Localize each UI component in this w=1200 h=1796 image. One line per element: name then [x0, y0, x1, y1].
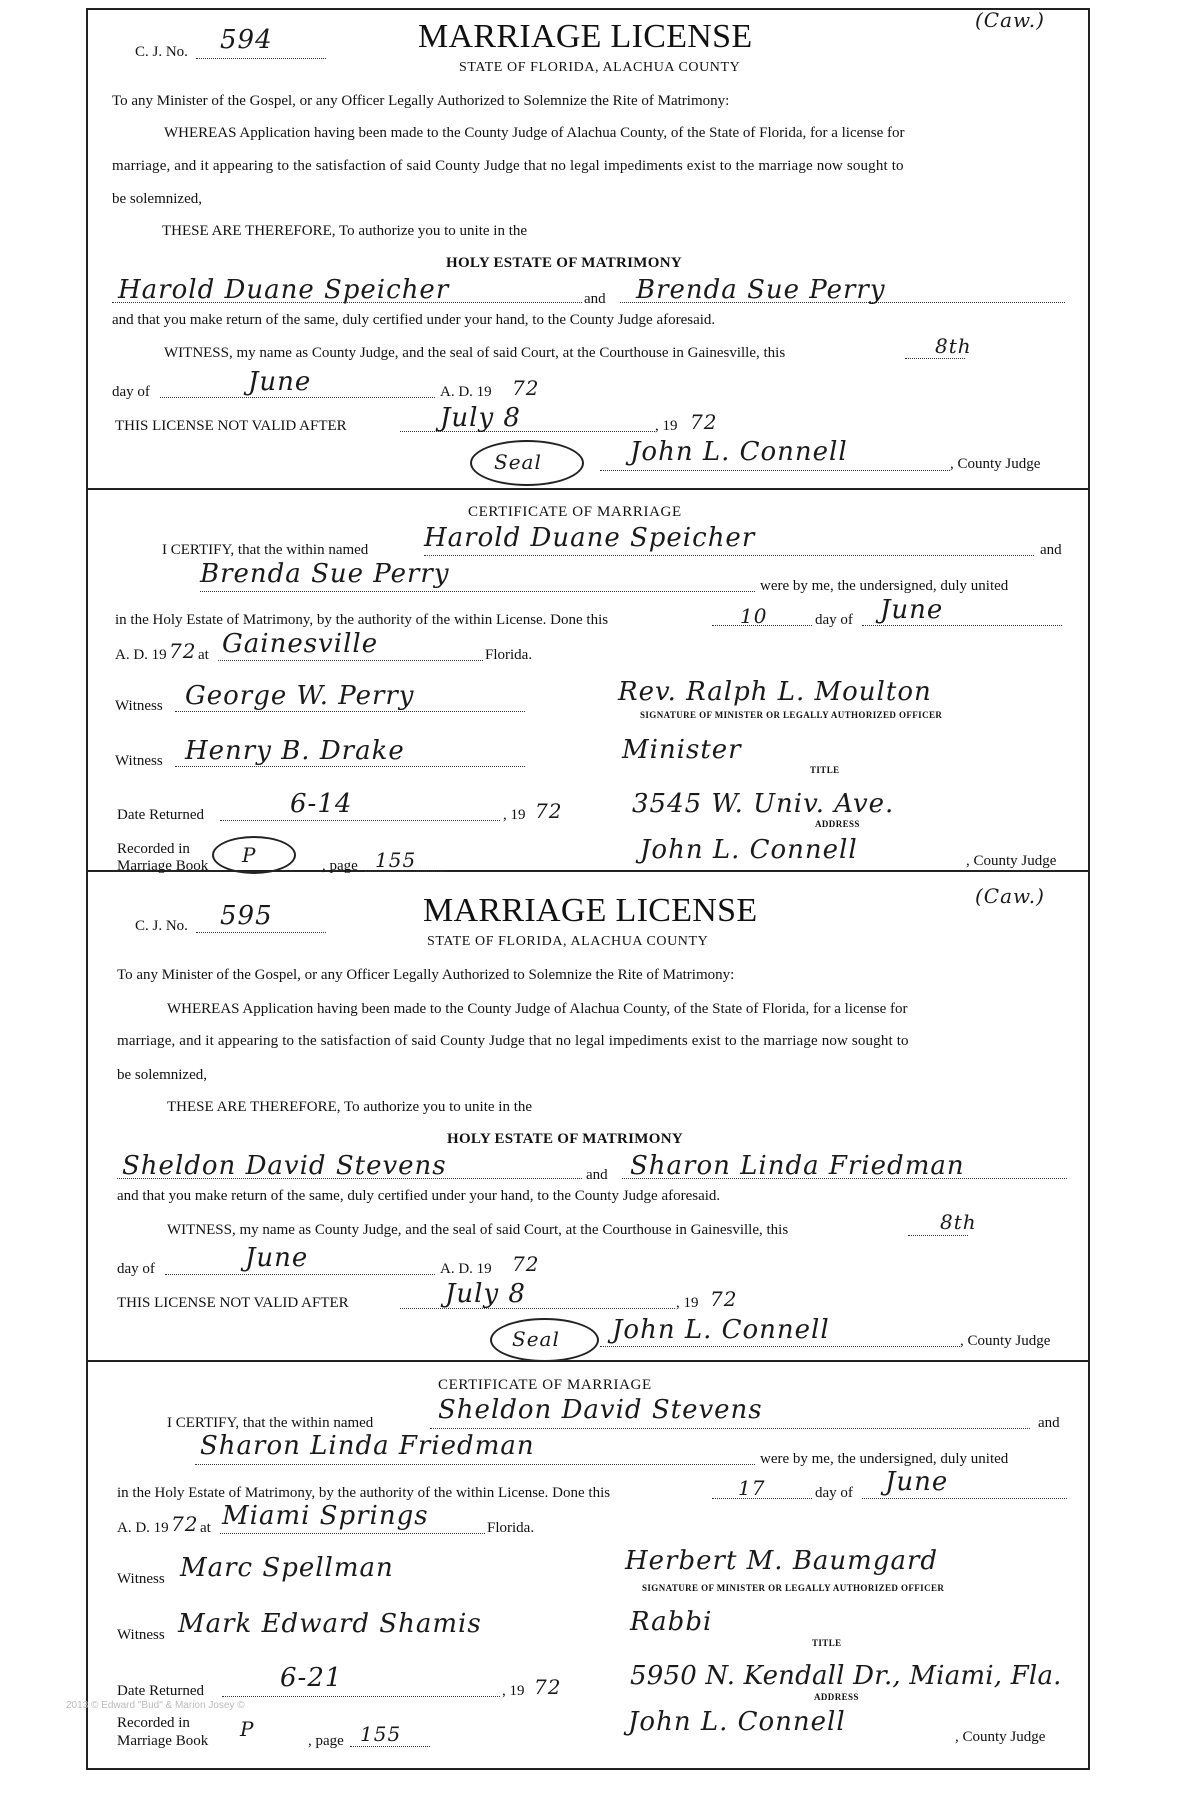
at-label: at — [200, 1520, 211, 1536]
title-caption: TITLE — [810, 765, 840, 775]
cert-bride-name: Brenda Sue Perry — [200, 559, 450, 589]
year-value: 72 — [512, 376, 540, 400]
date-returned-label: Date Returned — [117, 807, 205, 823]
seal-stamp — [470, 440, 584, 486]
day-of-label: day of — [815, 1485, 853, 1501]
done-day: 17 — [738, 1476, 766, 1500]
witness-2-signature: Mark Edward Shamis — [178, 1609, 482, 1639]
were-by-me-label: were by me, the undersigned, duly united — [760, 1451, 1009, 1467]
year-value: 72 — [534, 1675, 562, 1699]
address-caption: ADDRESS — [814, 1692, 859, 1702]
certificate-heading: CERTIFICATE OF MARRIAGE — [438, 1377, 652, 1393]
not-valid-label: THIS LICENSE NOT VALID AFTER — [115, 418, 347, 434]
witness-label: Witness — [117, 1571, 165, 1587]
florida-label: Florida. — [485, 647, 533, 663]
and-label: and — [586, 1167, 608, 1183]
witness-1-signature: George W. Perry — [185, 681, 415, 711]
whereas-line-2: marriage, and it appearing to the satisfaction of said County Judge that no legal impediments exist to the marriage now sought to — [112, 158, 904, 174]
groom-name: Harold Duane Speicher — [118, 275, 450, 305]
witness-day: 8th — [935, 334, 972, 358]
witness-label: Witness — [115, 753, 163, 769]
nineteen-label: , 19 — [676, 1295, 699, 1311]
holy-estate-heading: HOLY ESTATE OF MATRIMONY — [447, 1131, 683, 1147]
page-label: , page — [322, 858, 358, 874]
return-judge-signature: John L. Connell — [628, 1707, 846, 1737]
cert-groom-name: Harold Duane Speicher — [424, 523, 756, 553]
ad-label: A. D. 19 — [440, 1261, 492, 1277]
judge-signature: John L. Connell — [630, 437, 848, 467]
cj-number: 595 — [220, 901, 273, 931]
were-by-me-label: were by me, the undersigned, duly united — [760, 578, 1009, 594]
witness-line: WITNESS, my name as County Judge, and the seal of said Court, at the Courthouse in Gainesville, this — [164, 345, 786, 361]
certificate-heading: CERTIFICATE OF MARRIAGE — [468, 504, 682, 520]
address-line: To any Minister of the Gospel, or any Officer Legally Authorized to Solemnize the Rite of Matrimony: — [117, 967, 735, 983]
therefore-line: THESE ARE THEREFORE, To authorize you to unite in the — [167, 1099, 533, 1115]
recorded-in-label: Recorded in — [117, 841, 190, 857]
place: Miami Springs — [222, 1501, 429, 1531]
officer-title: Rabbi — [630, 1607, 713, 1637]
place: Gainesville — [222, 629, 379, 659]
witness-day: 8th — [940, 1210, 977, 1234]
witness-1-signature: Marc Spellman — [180, 1553, 394, 1583]
year-value: 72 — [535, 799, 563, 823]
page-value: 155 — [360, 1722, 402, 1746]
seal-text: Seal — [512, 1327, 560, 1351]
day-of-label: day of — [117, 1261, 155, 1277]
nineteen-label: , 19 — [655, 418, 678, 434]
license-title: MARRIAGE LICENSE — [418, 18, 753, 55]
date-returned: 6-14 — [290, 789, 353, 819]
holy-estate-line: in the Holy Estate of Matrimony, by the authority of the within License. Done this — [117, 1485, 611, 1501]
officer-signature: Rev. Ralph L. Moulton — [618, 677, 932, 707]
done-month: June — [880, 595, 944, 625]
whereas-line-2: marriage, and it appearing to the satisfaction of said County Judge that no legal impediments exist to the marriage now sought to — [117, 1033, 909, 1049]
cj-number: 594 — [220, 25, 273, 55]
officer-address: 5950 N. Kendall Dr., Miami, Fla. — [630, 1661, 1062, 1691]
holy-estate-heading: HOLY ESTATE OF MATRIMONY — [446, 255, 682, 271]
return-judge-signature: John L. Connell — [640, 835, 858, 865]
license-subtitle: STATE OF FLORIDA, ALACHUA COUNTY — [427, 934, 709, 949]
judge-signature: John L. Connell — [612, 1315, 830, 1345]
address-caption: ADDRESS — [815, 819, 860, 829]
county-judge-label: , County Judge — [966, 853, 1057, 869]
county-judge-label: , County Judge — [955, 1729, 1046, 1745]
cert-groom-name: Sheldon David Stevens — [438, 1395, 763, 1425]
day-of-label: day of — [815, 612, 853, 628]
book-stamp — [212, 836, 296, 874]
cj-label: C. J. No. — [135, 44, 188, 60]
date-returned: 6-21 — [280, 1663, 343, 1693]
ad-label: A. D. 19 — [440, 384, 492, 400]
valid-until: July 8 — [445, 1279, 526, 1309]
date-returned-label: Date Returned — [117, 1683, 205, 1699]
nineteen-label: , 19 — [503, 807, 526, 823]
groom-name: Sheldon David Stevens — [122, 1151, 447, 1181]
day-of-label: day of — [112, 384, 150, 400]
cert-bride-name: Sharon Linda Friedman — [200, 1431, 535, 1461]
year-value: 72 — [710, 1287, 738, 1311]
license-subtitle: STATE OF FLORIDA, ALACHUA COUNTY — [459, 60, 741, 75]
officer-title: Minister — [622, 735, 742, 765]
cj-label: C. J. No. — [135, 918, 188, 934]
corner-note: (Caw.) — [975, 8, 1045, 32]
corner-note: (Caw.) — [975, 884, 1045, 908]
at-label: at — [198, 647, 209, 663]
title-caption: TITLE — [812, 1638, 842, 1648]
whereas-line-3: be solemnized, — [117, 1067, 207, 1083]
and-label: and — [1040, 542, 1062, 558]
witness-month: June — [248, 367, 312, 397]
signature-caption: SIGNATURE OF MINISTER OR LEGALLY AUTHORIZED OFFICER — [642, 1583, 945, 1593]
witness-line: WITNESS, my name as County Judge, and the seal of said Court, at the Courthouse in Gainesville, this — [167, 1222, 789, 1238]
done-month: June — [885, 1467, 949, 1497]
marriage-book-label: Marriage Book — [117, 1733, 209, 1749]
county-judge-label: , County Judge — [950, 456, 1041, 472]
and-label: and — [1038, 1415, 1060, 1431]
certify-label: I CERTIFY, that the within named — [162, 542, 369, 558]
license-title: MARRIAGE LICENSE — [423, 892, 758, 929]
year-value: 72 — [512, 1252, 540, 1276]
signature-caption: SIGNATURE OF MINISTER OR LEGALLY AUTHORIZED OFFICER — [640, 710, 943, 720]
section-divider — [86, 488, 1090, 490]
ad-label: A. D. 19 — [117, 1520, 169, 1536]
return-line: and that you make return of the same, duly certified under your hand, to the County Judge aforesaid. — [112, 312, 716, 328]
whereas-line-1: WHEREAS Application having been made to the County Judge of Alachua County, of the State of Florida, for a license for — [164, 125, 905, 141]
address-line: To any Minister of the Gospel, or any Officer Legally Authorized to Solemnize the Rite of Matrimony: — [112, 93, 730, 109]
seal-text: Seal — [494, 450, 542, 474]
florida-label: Florida. — [487, 1520, 535, 1536]
marriage-book-label: Marriage Book — [117, 858, 209, 874]
return-line: and that you make return of the same, duly certified under your hand, to the County Judge aforesaid. — [117, 1188, 721, 1204]
year-value: 72 — [169, 639, 197, 663]
book-value: P — [242, 843, 257, 867]
copyright-watermark: 2013 © Edward "Bud" & Marion Josey © — [66, 1700, 245, 1711]
bride-name: Brenda Sue Perry — [636, 275, 886, 305]
county-judge-label: , County Judge — [960, 1333, 1051, 1349]
bride-name: Sharon Linda Friedman — [630, 1151, 965, 1181]
witness-label: Witness — [117, 1627, 165, 1643]
page-label: , page — [308, 1733, 344, 1749]
witness-2-signature: Henry B. Drake — [185, 736, 405, 766]
done-day: 10 — [740, 604, 768, 628]
section-divider — [86, 1360, 1090, 1362]
officer-address: 3545 W. Univ. Ave. — [632, 789, 895, 819]
therefore-line: THESE ARE THEREFORE, To authorize you to unite in the — [162, 223, 528, 239]
witness-label: Witness — [115, 698, 163, 714]
holy-estate-line: in the Holy Estate of Matrimony, by the authority of the within License. Done this — [115, 612, 609, 628]
witness-month: June — [245, 1243, 309, 1273]
nineteen-label: , 19 — [502, 1683, 525, 1699]
year-value: 72 — [171, 1512, 199, 1536]
recorded-in-label: Recorded in — [117, 1715, 190, 1731]
ad-label: A. D. 19 — [115, 647, 167, 663]
seal-stamp — [490, 1318, 599, 1362]
valid-until: July 8 — [440, 403, 521, 433]
book-value: P — [240, 1717, 255, 1741]
page-value: 155 — [375, 848, 417, 872]
whereas-line-1: WHEREAS Application having been made to the County Judge of Alachua County, of the State of Florida, for a license for — [167, 1001, 908, 1017]
year-value: 72 — [690, 410, 718, 434]
officer-signature: Herbert M. Baumgard — [625, 1546, 939, 1576]
whereas-line-3: be solemnized, — [112, 191, 202, 207]
certify-label: I CERTIFY, that the within named — [167, 1415, 374, 1431]
not-valid-label: THIS LICENSE NOT VALID AFTER — [117, 1295, 349, 1311]
and-label: and — [584, 291, 606, 307]
